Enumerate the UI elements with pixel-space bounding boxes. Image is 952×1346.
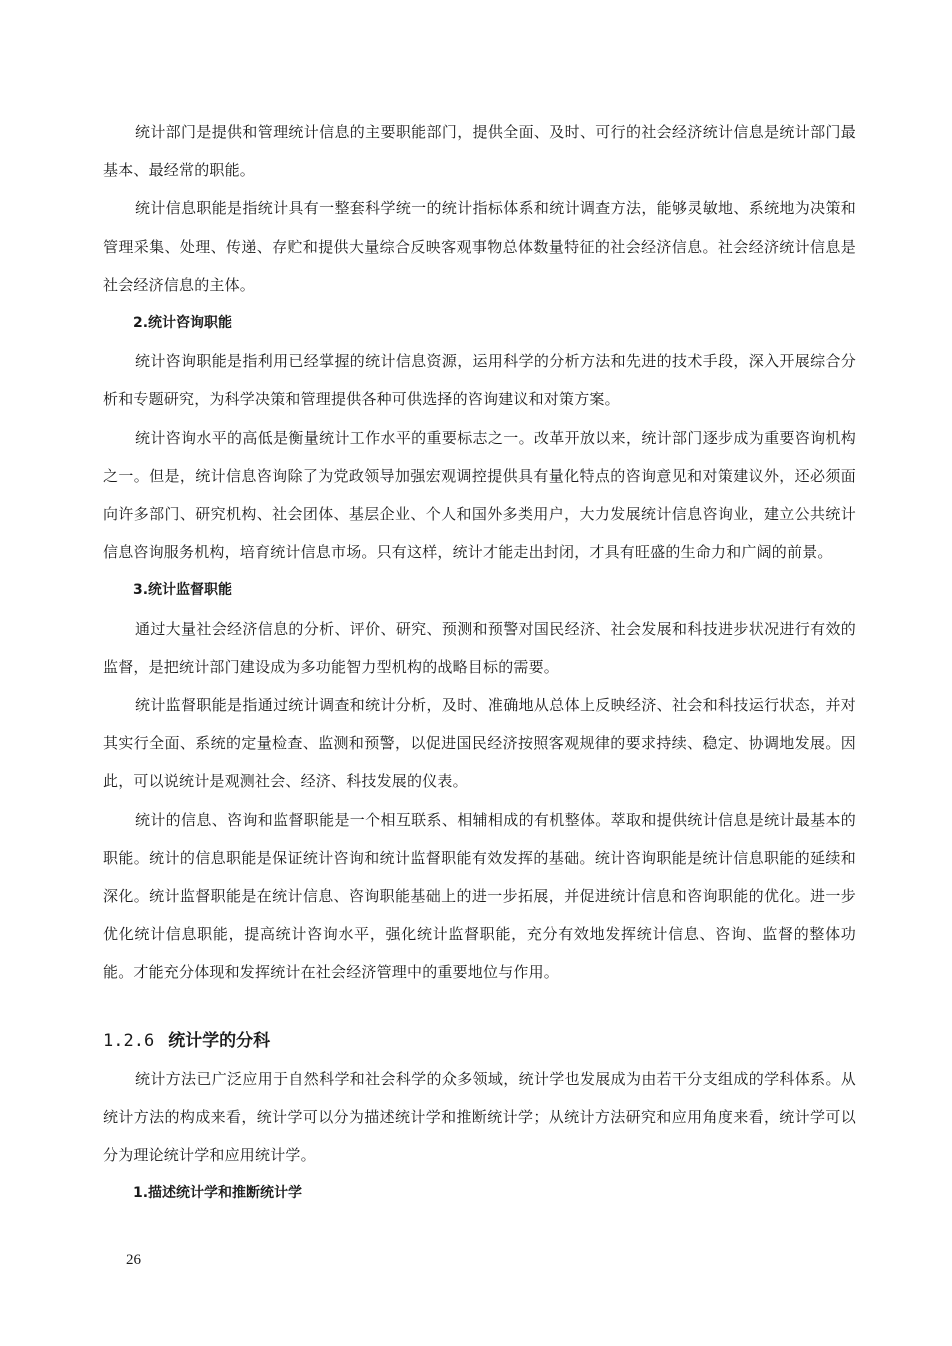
- subheading-consulting: 2.统计咨询职能: [133, 315, 233, 332]
- paragraph: 统计咨询职能是指利用已经掌握的统计信息资源，运用科学的分析方法和先进的技术手段，深入开展综合分析和专题研究，为科学决策和管理提供各种可供选择的咨询建议和对策方案。: [103, 352, 856, 409]
- section-heading: [103, 1026, 856, 1056]
- subheading-supervision: 3.统计监督职能: [133, 582, 233, 599]
- paragraph: 统计咨询水平的高低是衡量统计工作水平的重要标志之一。改革开放以来，统计部门逐步成为重要咨询机构之一。但是，统计信息咨询除了为党政领导加强宏观调控提供具有量化特点的咨询意见和对策建议外，还必须面向许多部门、研究机构、社会团体、基层企业、个人和国外多类用户，大力发展统计信息咨询业，建立公共统计信息咨询服务机构，培育统计信息市场。只有这样，统计才能走出封闭，才具有旺盛的生命力和广阔的前景。: [103, 428, 856, 562]
- paragraph: 统计信息职能是指统计具有一整套科学统一的统计指标体系和统计调查方法，能够灵敏地、系统地为决策和管理采集、处理、传递、存贮和提供大量综合反映客观事物总体数量特征的社会经济信息。社会经济统计信息是社会经济信息的主体。: [103, 199, 856, 294]
- paragraph: 统计部门是提供和管理统计信息的主要职能部门，提供全面、及时、可行的社会经济统计信息是统计部门最基本、最经常的职能。: [103, 123, 856, 180]
- section-title: 统计学的分科: [168, 1030, 271, 1051]
- subheading-descriptive-inferential: 1.描述统计学和推断统计学: [133, 1185, 303, 1202]
- paragraph: 统计的信息、咨询和监督职能是一个相互联系、相辅相成的有机整体。萃取和提供统计信息是统计最基本的职能。统计的信息职能是保证统计咨询和统计监督职能有效发挥的基础。统计咨询职能是统计信息职能的延续和深化。统计监督职能是在统计信息、咨询职能基础上的进一步拓展，并促进统计信息和咨询职能的优化。进一步优化统计信息职能，提高统计咨询水平，强化统计监督职能，充分有效地发挥统计信息、咨询、监督的整体功能。才能充分体现和发挥统计在社会经济管理中的重要地位与作用。: [103, 810, 856, 982]
- page-number: 26: [126, 1252, 141, 1268]
- document-body: [103, 113, 856, 1212]
- paragraph: 通过大量社会经济信息的分析、评价、研究、预测和预警对国民经济、社会发展和科技进步状况进行有效的监督，是把统计部门建设成为多功能智力型机构的战略目标的需要。: [103, 619, 856, 676]
- section-number: 1.2.6: [103, 1030, 155, 1051]
- paragraph: 统计方法已广泛应用于自然科学和社会科学的众多领域，统计学也发展成为由若干分支组成的学科体系。从统计方法的构成来看，统计学可以分为描述统计学和推断统计学；从统计方法研究和应用角度来看，统计学可以分为理论统计学和应用统计学。: [103, 1069, 856, 1165]
- paragraph: 统计监督职能是指通过统计调查和统计分析，及时、准确地从总体上反映经济、社会和科技运行状态，并对其实行全面、系统的定量检查、监测和预警，以促进国民经济按照客观规律的要求持续、稳定、协调地发展。因此，可以说统计是观测社会、经济、科技发展的仪表。: [103, 696, 856, 791]
